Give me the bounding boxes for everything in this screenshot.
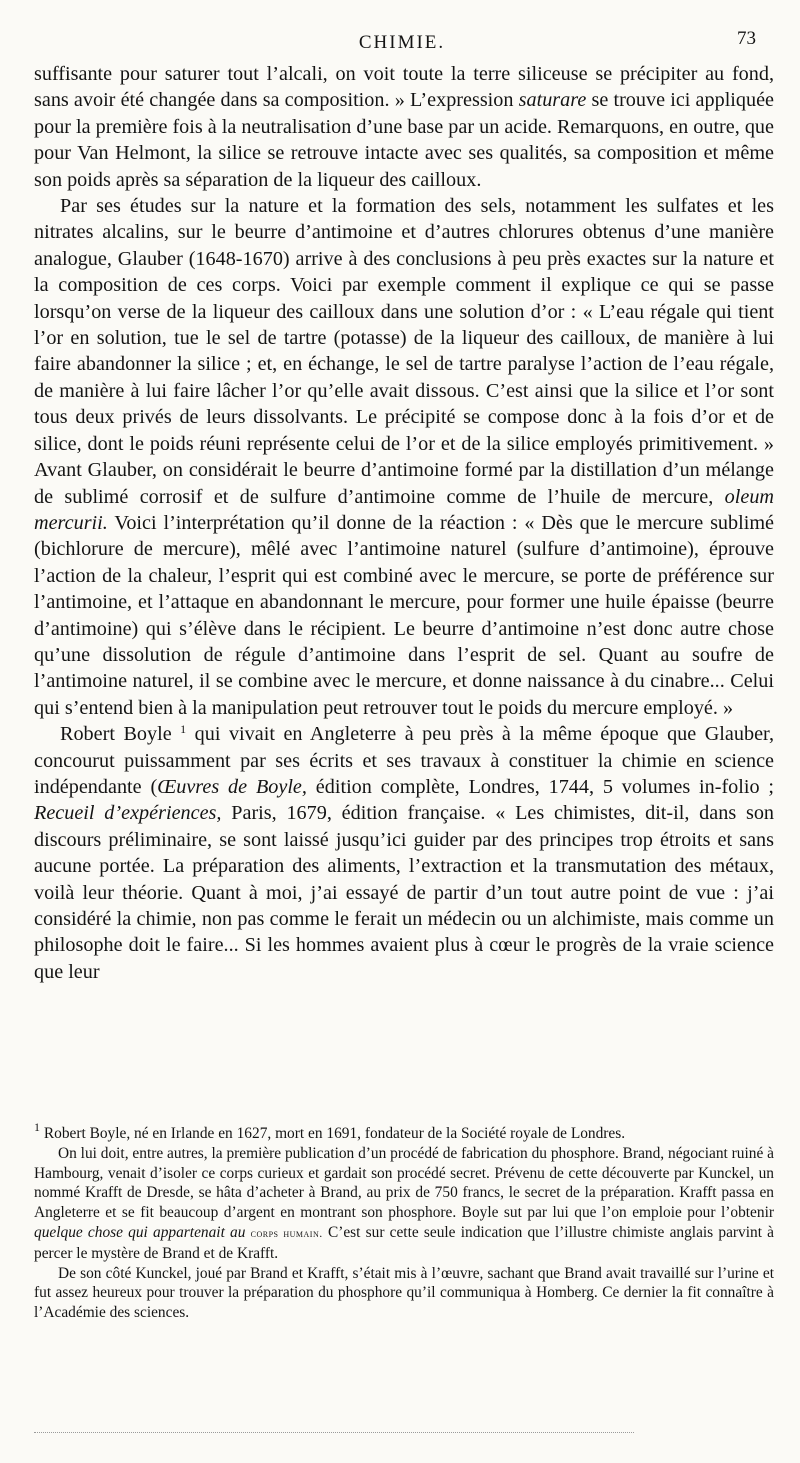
text-run: Paris, 1679, édition française. « Les chimistes, dit-il, dans son discours préliminaire, se sont laissé jusqu’ici guider par des principes trop étroits et sans aucune portée. La préparation des aliments, l’extraction et la transmutation des métaux, voilà leur théorie. Quant à moi, j’ai essayé de partir d’un tout autre point de vue : j’ai considéré la chimie, non pas comme le ferait un médecin ou un alchimiste, mais comme un philosophe doit le faire... Si les hommes avaient plus à cœur le progrès de la vraie science que leur bbox=[34, 802, 775, 983]
text-run: Robert Boyle bbox=[60, 723, 172, 746]
text-run: qui vivait en Angleterre à peu près à la même époque que Glauber, concourut puissamment par ses écrits et ses travaux à constituer la chimie en science indépendante ( bbox=[34, 723, 774, 798]
footnote-paragraph bbox=[34, 1144, 774, 1264]
text-run: Voici l’interprétation qu’il donne de la réaction : « Dès que le mercure sublimé (bichlorure de mercure), mêlé avec l’antimoine naturel (sulfure d’antimoine), éprouve l’action de la chaleur, l’esprit qui est combiné avec le mercure, se porte de préférence sur l’antimoine, et l’attaque en abandonnant le mercure, pour former une huile épaisse (beurre d’antimoine) qui s’élève dans le récipient. Le beurre d’antimoine n’est donc autre chose qu’une dissolution de régule d’antimoine dans l’esprit de sel. Quant au soufre de l’antimoine naturel, il se combine avec le mercure, et donne naissance à du cinabre... Celui qui s’entend bien à la manipulation peut retrouver tout le poids du mercure employé. » bbox=[34, 511, 774, 719]
paragraph-boyle bbox=[34, 721, 774, 985]
footnote-reference[interactable]: 1 bbox=[180, 722, 187, 737]
text-run: Par ses études sur la nature et la formation des sels, notamment les sulfates et les nitrates alcalins, sur le beurre d’antimoine et d’autres chlorures obtenus d’une manière analogue, Glauber (1648-1670) arrive à des conclusions à peu près exactes sur la nature et la composition de ces corps. Voici par exemple comment il explique ce qui se passe lorsqu’on verse de la liqueur des cailloux dans une solution d’or : « L’eau régale qui tient l’or en solution, tue le sel de tartre (potasse) de la liqueur des cailloux, de manière à lui faire abandonner la silice ; et, en échange, le sel de tartre paralyse l’action de l’eau régale, de manière à lui faire lâcher l’or qu’elle avait dissous. C’est ainsi que la silice et l’or sont tous deux privés de leurs dissolvants. Le précipité se compose donc à la fois d’or et de silice, dont le poids réuni représente celui de l’or et de la silice employés primitivement. » Avant Glauber, on considérait le beurre d’antimoine formé par la distillation d’un mélange de sublimé corrosif et de sulfure d’antimoine comme de l’huile de mercure, bbox=[34, 195, 774, 508]
paragraph-glauber bbox=[34, 193, 774, 721]
bottom-rule bbox=[34, 1432, 634, 1433]
italic-title: Œuvres de Boyle, bbox=[157, 775, 307, 798]
footnote-text: On lui doit, entre autres, la première publication d’un procédé de fabrication du phosphore. Brand, négociant ruiné à Hambourg, venait d’isoler ce corps curieux et gardait son procédé secret. Prévenu de cette découverte par Kunckel, un nommé Krafft de Dresde, se hâta d’acheter à Brand, au prix de 750 francs, le secret de la préparation. Krafft passa en Angleterre et se fit beaucoup d’argent en montrant son phosphore. Boyle sut par lui que l’on emploie pour l’obtenir bbox=[34, 1144, 774, 1222]
text-run: se trouve ici appliquée pour la première fois à la neutralisation d’une base par un acide. Remarquons, en outre, que pour Van Helmont, la silice se retrouve intacte avec ses qualités, sa composition et même son poids après sa séparation de la liqueur des cailloux. bbox=[34, 89, 775, 191]
running-head: CHIMIE. bbox=[358, 32, 446, 53]
italic-term: oleum mercurii. bbox=[34, 485, 774, 534]
text-run: édition complète, Londres, 1744, 5 volumes in-folio ; bbox=[315, 775, 775, 798]
footnote-text: De son côté Kunckel, joué par Brand et Krafft, s’était mis à l’œuvre, sachant que Brand avait travaillé sur l’urine et fut assez heureux pour trouver la préparation du phosphore qu’il communiqua à Homberg. Ce dernier la fit connaître à l’Académie des sciences. bbox=[34, 1264, 774, 1322]
page-number: 73 bbox=[737, 28, 756, 49]
page-header bbox=[34, 26, 770, 56]
footnote-text: C’est sur cette seule indication que l’illustre chimiste anglais parvint à percer le mystère de Brand et de Krafft. bbox=[34, 1223, 774, 1262]
small-caps-phrase: corps humain. bbox=[250, 1225, 323, 1240]
paragraph-continued bbox=[34, 61, 774, 193]
italic-term: saturare bbox=[518, 89, 587, 112]
italic-phrase: quelque chose qui appartenait au bbox=[34, 1223, 246, 1241]
main-text bbox=[34, 61, 774, 985]
footnote-1 bbox=[34, 1120, 774, 1144]
italic-title: Recueil d’expériences, bbox=[34, 802, 222, 825]
footnote-paragraph bbox=[34, 1264, 774, 1323]
text-run: suffisante pour saturer tout l’alcali, on voit toute la terre siliceuse se précipiter au fond, sans avoir été changée dans sa composition. » L’expression bbox=[34, 63, 774, 112]
footnote-mark: 1 bbox=[34, 1120, 40, 1134]
footnotes bbox=[34, 1120, 774, 1323]
footnote-text: Robert Boyle, né en Irlande en 1627, mort en 1691, fondateur de la Société royale de Londres. bbox=[43, 1125, 626, 1142]
